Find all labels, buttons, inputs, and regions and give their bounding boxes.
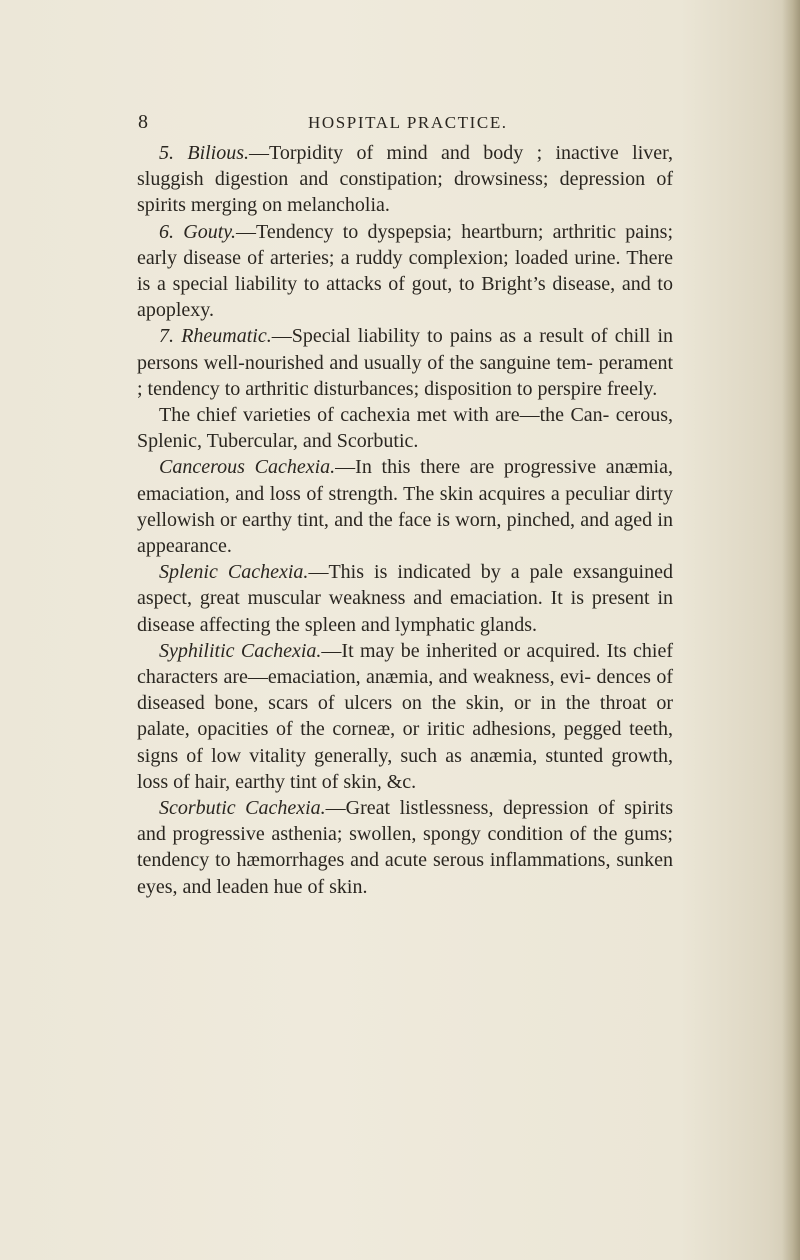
- paragraph-syphilitic: [137, 638, 673, 795]
- term-scorbutic: Scorbutic Cachexia.: [159, 797, 326, 820]
- text-gouty: —Tendency to dyspepsia; heartburn; arthritic pains; early disease of arteries; a ruddy complexion; loaded urine. There is a special liability to attacks of gout, to Bright’s disease, and to apoplexy.: [137, 220, 673, 322]
- term-gouty: 6. Gouty.: [159, 220, 237, 243]
- paragraph-cancerous: [137, 454, 673, 559]
- text-scorbutic: —Great listlessness, depression of spirits and progressive asthenia; swollen, spongy condition of the gums; tendency to hæmorrhages and acute serous inflammations, sunken eyes, and leaden hue of skin.: [137, 797, 674, 898]
- body-text: [137, 140, 673, 900]
- term-syphilitic: Syphilitic Cachexia.: [159, 639, 322, 662]
- paragraph-scorbutic: [137, 795, 673, 900]
- text-cancerous: —In this there are progressive anæmia, emaciation, and loss of strength. The skin acquires a peculiar dirty yellowish or earthy tint, and the face is worn, pinched, and aged in appearance.: [137, 456, 673, 558]
- paragraph-gouty: [137, 219, 673, 324]
- text-syphilitic: —It may be inherited or acquired. Its chief characters are—emaciation, anæmia, and weakness, evi- dences of diseased bone, scars of ulcers on the skin, or in the throat or palate, opacities of the corneæ, or iritic adhesions, pegged teeth, signs of low vitality generally, such as anæmia, stunted growth, loss of hair, earthy tint of skin, &c.: [137, 639, 673, 793]
- paragraph-splenic: [137, 559, 673, 638]
- term-bilious: 5. Bilious.: [159, 142, 250, 164]
- page-header: [0, 111, 800, 141]
- page-number: 8: [138, 111, 149, 133]
- text-rheumatic: —Special liability to pains as a result of chill in persons well-nourished and usually of the sanguine tem- perament ; tendency to arthritic disturbances; disposition to perspire freely.: [137, 325, 673, 400]
- paragraph-varieties: [137, 402, 673, 454]
- paragraph-rheumatic: [137, 323, 673, 402]
- text-splenic: —This is indicated by a pale exsanguined aspect, great muscular weakness and emaciation. It is present in disease affecting the spleen and lymphatic glands.: [137, 561, 673, 636]
- term-cancerous: Cancerous Cachexia.: [159, 456, 336, 479]
- running-head: HOSPITAL PRACTICE.: [308, 113, 508, 132]
- term-splenic: Splenic Cachexia.: [159, 561, 309, 584]
- paragraph-bilious: [137, 140, 673, 219]
- page-edge-shadow: [782, 0, 800, 1260]
- text-varieties: The chief varieties of cachexia met with are—the Can- cerous, Splenic, Tubercular, and Scorbutic.: [137, 404, 673, 453]
- term-rheumatic: 7. Rheumatic.: [159, 325, 272, 348]
- text-bilious: —Torpidity of mind and body ; inactive liver, sluggish digestion and constipation; drowsiness; depression of spirits merging on melancholia.: [137, 142, 673, 217]
